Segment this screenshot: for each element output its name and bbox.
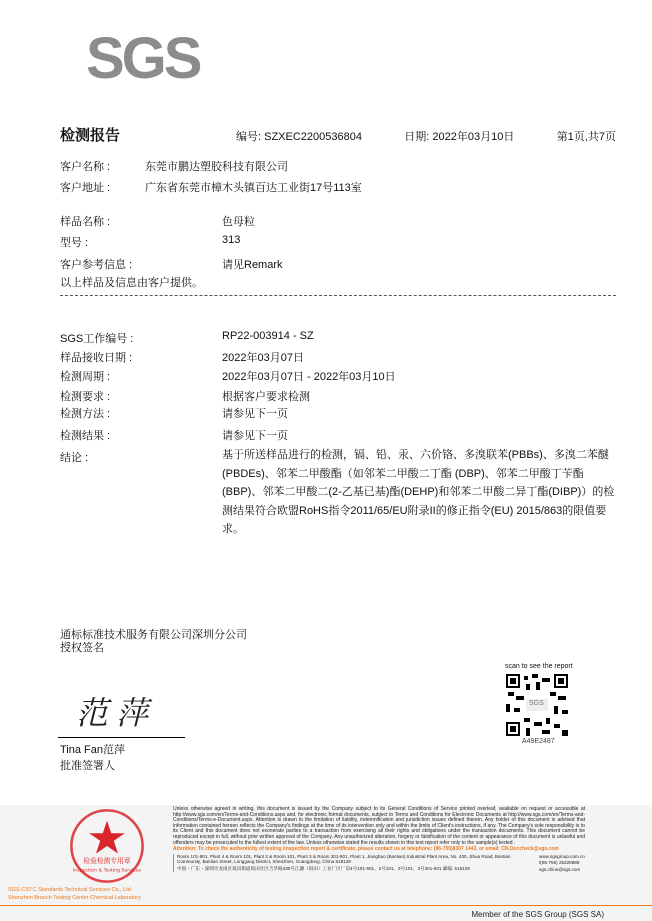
email-link[interactable]: sgs.china@sgs.com bbox=[539, 866, 581, 872]
page-number: 第1页,共7页 bbox=[556, 131, 616, 143]
website-link[interactable]: www.sgsgroup.com.cn bbox=[539, 853, 585, 859]
test-period: 2022年03月07日 - 2022年03月10日 bbox=[222, 371, 396, 383]
report-header-meta bbox=[236, 128, 616, 144]
footer-text-column bbox=[173, 807, 585, 872]
footer-branch-en: Shenzhen Branch Testing Center Chemical Laboratory bbox=[8, 895, 141, 901]
test-request: 根据客户要求检测 bbox=[222, 391, 310, 403]
client-name: 东莞市鹏达塑胶科技有限公司 bbox=[145, 161, 288, 173]
qr-code-text: A49E2487 bbox=[522, 738, 555, 745]
qr-caption: scan to see the report bbox=[505, 663, 573, 670]
job-value: RP22-003914 - SZ bbox=[222, 330, 314, 342]
footer-orange-line bbox=[0, 905, 652, 906]
report-date: 日期: 2022年03月10日 bbox=[404, 131, 515, 143]
signer-name: Tina Fan范萍 bbox=[60, 744, 126, 756]
report-number: 编号: SZXEC2200536804 bbox=[236, 131, 362, 143]
job-label: SGS工作编号 : bbox=[60, 333, 134, 345]
client-address: 广东省东莞市樟木头镇百达工业街17号113室 bbox=[145, 182, 362, 194]
footer-company-en: SGS-CSTC Standards Technical Services Co., Ltd. bbox=[8, 887, 133, 893]
receive-date-label: 样品接收日期 : bbox=[60, 352, 133, 364]
member-text: Member of the SGS Group (SGS SA) bbox=[471, 910, 604, 919]
conclusion-label: 结论 : bbox=[60, 452, 89, 464]
signer-role: 批准签署人 bbox=[60, 760, 115, 772]
test-result-label: 检测结果 : bbox=[60, 430, 111, 442]
test-method-label: 检测方法 : bbox=[60, 408, 111, 420]
qr-center-logo: SGS bbox=[529, 700, 544, 707]
model: 313 bbox=[222, 234, 241, 246]
test-request-label: 检测要求 : bbox=[60, 391, 111, 403]
signing-company: 通标标准技术服务有限公司深圳分公司 bbox=[60, 629, 247, 641]
test-method: 请参见下一页 bbox=[222, 408, 288, 420]
official-stamp-icon bbox=[66, 807, 148, 885]
receive-date: 2022年03月07日 bbox=[222, 352, 304, 364]
stamp-inner-text: 检验检测专用章 bbox=[83, 856, 131, 865]
report-title: 检测报告 bbox=[60, 127, 121, 144]
model-label: 型号 : bbox=[60, 237, 89, 249]
address-cn: 中国・广东・深圳市龙岗区坂田街道坂田社区吉华路430号江灏（坂田）工业厂区厂房4号101-901、2号101、3号101、3号301-501 邮编: 518129 bbox=[177, 865, 470, 871]
sample-name: 色母粒 bbox=[222, 216, 255, 228]
client-name-label: 客户名称 : bbox=[60, 161, 111, 173]
sample-name-label: 样品名称 : bbox=[60, 216, 111, 228]
client-ref: 请见Remark bbox=[222, 259, 283, 271]
divider bbox=[60, 295, 616, 296]
address-en: Room 101-901, Plant 4 & Room 101, Plant 2 & Room 101, Plant 3 & Room 301-901, Plant 1, Jiangbao (Bantian) Industrial Plant Area, No. 430, Jihua Road, Bantian Community, Bantian Street, Longgang District, Shenzhen, Guangdong, China 518129 bbox=[177, 853, 511, 865]
signature-line bbox=[58, 737, 185, 738]
phone: t(86-755) 25328888 bbox=[539, 860, 580, 866]
sgs-logo: SGS bbox=[86, 26, 200, 91]
handwritten-signature: 范萍 bbox=[76, 694, 157, 732]
conclusion-text: 基于所送样品进行的检测，镉、铅、汞、六价铬、多溴联苯(PBBs)、多溴二苯醚(PBDEs)、邻苯二甲酸酯（如邻苯二甲酸二丁酯 (DBP)、邻苯二甲酸丁苄酯(BBP)、邻苯二甲酸二(2-乙基已基)酯(DEHP)和邻苯二甲酸二异丁酯(DIBP)）的检测结果符合欧盟RoHS指令2011/65/EU附录II的修正指令(EU) 2015/863的限值要求。 bbox=[222, 449, 615, 535]
test-period-label: 检测周期 : bbox=[60, 371, 111, 383]
test-result: 请参见下一页 bbox=[222, 430, 288, 442]
authorized-signature-label: 授权签名 bbox=[60, 642, 104, 654]
client-ref-label: 客户参考信息 : bbox=[60, 259, 133, 271]
client-address-label: 客户地址 : bbox=[60, 182, 111, 194]
sample-note: 以上样品及信息由客户提供。 bbox=[60, 277, 203, 289]
authenticity-notice: Attention: To check the authenticity of testing /inspection report & certificate, please contact us at telephone: (86-755)8307 1443, or email: CN.Doccheck@sgs.com bbox=[173, 846, 559, 853]
legal-disclaimer: Unless otherwise agreed in writing, this document is issued by the Company subject to its General Conditions of Service printed overleaf, available on request or accessible at http://www.sgs.com/en/Terms-and-Conditions.aspx and, for electronic format documents, subject to Terms and Conditions for Electronic Documents at http://www.sgs.com/en/Terms-and-Conditions/Terms-e-Document.aspx. Attention is drawn to the limitation of liability, indemnification and jurisdiction issues defined therein. Any holder of this document is advised that information contained hereon reflects the Company's findings at the time of its intervention only and within the limits of Client's instructions, if any. The Company's sole responsibility is to its Client and this document does not exonerate parties to a transaction from exercising all their rights and obligations under the transaction documents. This document cannot be reproduced except in full, without prior written approval of the Company. Any unauthorized alteration, forgery or falsification of the content or appearance of this document is unlawful and offenders may be prosecuted to the fullest extent of the law. Unless otherwise stated the results shown in this test report refer only to the sample(s) tested . bbox=[173, 806, 585, 846]
footer-address-block bbox=[173, 854, 585, 872]
stamp-inner-en: Inspection & Testing Services bbox=[72, 868, 142, 874]
